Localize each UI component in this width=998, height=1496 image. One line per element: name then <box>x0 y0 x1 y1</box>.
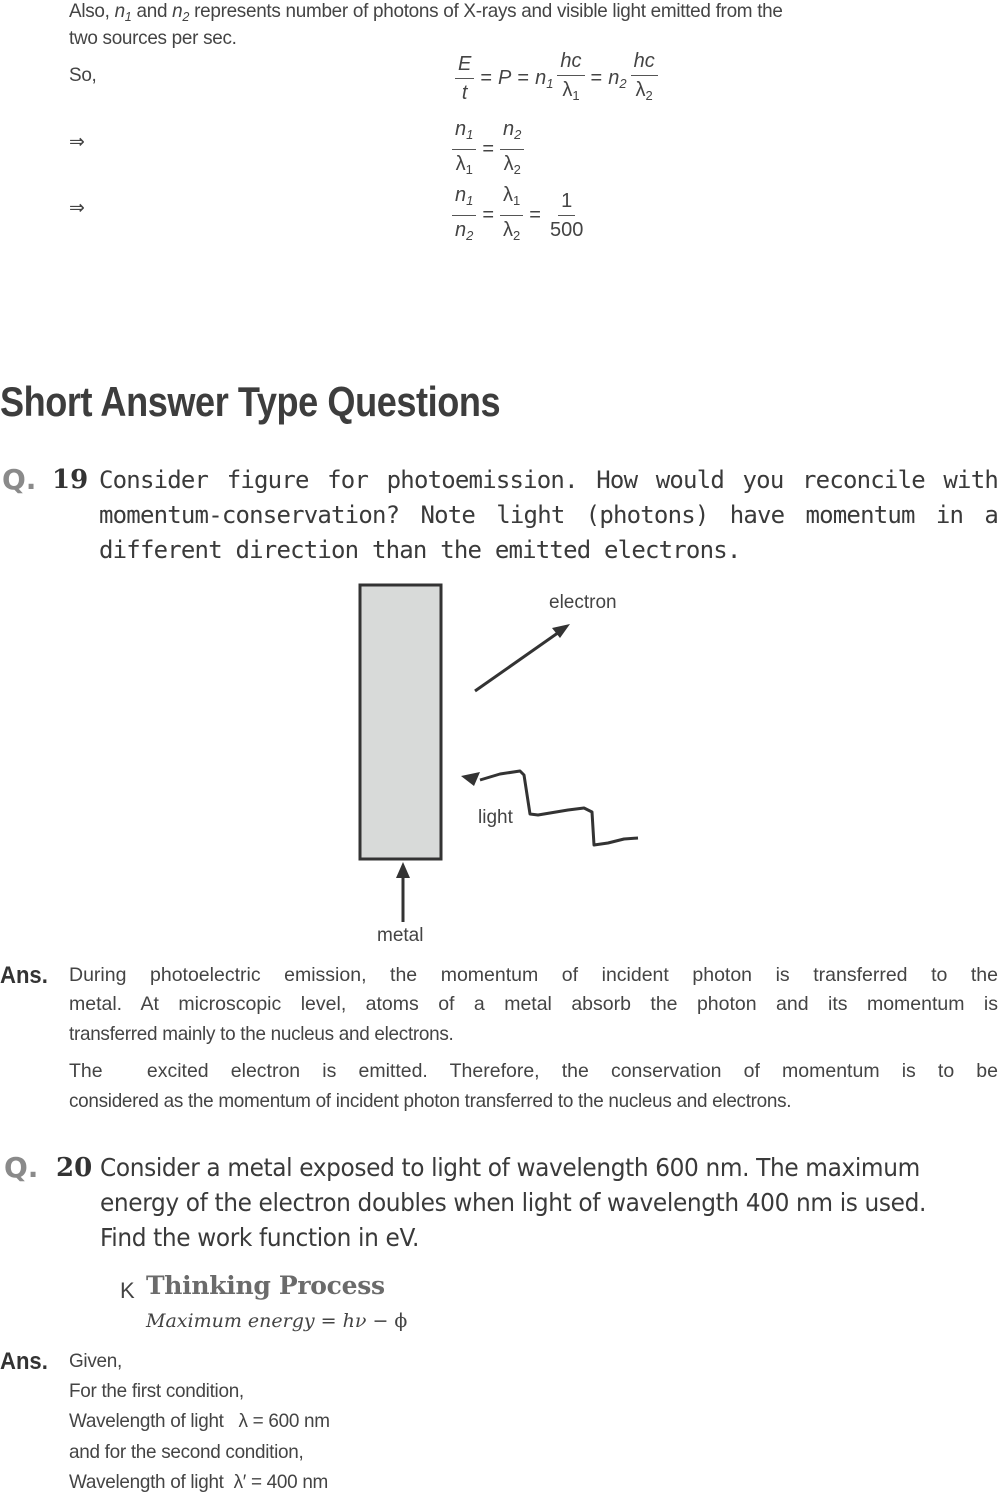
thinking-process-title: Thinking Process <box>146 1271 385 1300</box>
fraction-hc-over-lambda2: $\frac{hc}{\lambda_2}$ <box>631 48 658 109</box>
q20-answer-line-1: Given, <box>69 1350 122 1372</box>
q20-number: 20 <box>56 1153 93 1183</box>
fraction-lambda1-over-lambda2: $\frac{\lambda_1}{\lambda_2}$ <box>500 182 523 249</box>
intro-line-2: two sources per sec. <box>69 27 237 49</box>
q20-line-2: energy of the electron doubles when light of wavelength 400 nm is used. <box>100 1188 926 1217</box>
fraction-hc-over-lambda1: $\frac{hc}{\lambda_1}$ <box>557 48 584 109</box>
q19-q-mark: Q. <box>2 463 37 496</box>
label-light: light <box>478 807 513 828</box>
q19-line-2: momentum-conservation? Note light (photons) have momentum in a <box>99 501 998 529</box>
equation-ratio-1: $\frac{n_1}{\lambda_1}$ = $\frac{n_2}{\lambda_2}$ <box>452 116 524 183</box>
q20-q-mark: Q. <box>4 1151 39 1184</box>
implies-symbol-1: ⇒ <box>69 130 85 153</box>
q19-number: 19 <box>52 465 89 495</box>
q20-answer-line-5: Wavelength of light λ′ = 400 nm <box>69 1471 329 1493</box>
intro-line-1 <box>69 0 998 24</box>
q20-answer-label: Ans. <box>0 1348 48 1375</box>
electron-arrow <box>475 630 562 691</box>
var-n1: $n_1$ <box>114 0 132 24</box>
q19-answer-line-2: metal. At microscopic level, atoms of a metal absorb the photon and its momentum is <box>69 993 998 1015</box>
text-and: and <box>136 0 168 22</box>
q20-line-1: Consider a metal exposed to light of wavelength 600 nm. The maximum <box>100 1153 920 1182</box>
fraction-1-over-500: $\frac{1}{500}$ <box>549 190 584 241</box>
q19-answer-line-1: During photoelectric emission, the momentum of incident photon is transferred to the <box>69 964 998 986</box>
label-metal: metal <box>377 925 424 946</box>
q20-answer-line-3: Wavelength of light λ = 600 nm <box>69 1410 330 1432</box>
q19-answer-line-3: transferred mainly to the nucleus and electrons. <box>69 1023 454 1045</box>
q19-line-1: Consider figure for photoemission. How would you reconcile with <box>99 466 998 494</box>
metal-plate <box>360 585 441 859</box>
fraction-n1-over-lambda1: $\frac{n_1}{\lambda_1}$ <box>452 116 476 183</box>
photoemission-figure <box>340 580 660 950</box>
equation-power: $\frac{E}{t}$ = P = $n_1$ $\frac{hc}{\lambda_1}$ = $n_2$ $\frac{hc}{\lambda_2}$ <box>455 48 658 109</box>
text-represents: represents number of photons of X-rays and visible light emitted from the <box>194 0 783 22</box>
q20-answer-line-4: and for the second condition, <box>69 1441 304 1463</box>
text-also: Also, <box>69 0 110 22</box>
q19-answer-label: Ans. <box>0 962 48 989</box>
fraction-n1-over-n2: $\frac{n_1}{n_2}$ <box>452 182 476 249</box>
section-heading: Short Answer Type Questions <box>0 378 501 425</box>
implies-symbol-2: ⇒ <box>69 196 85 219</box>
q20-line-3: Find the work function in eV. <box>100 1223 420 1252</box>
q19-answer-line-4: The excited electron is emitted. Therefore, the conservation of momentum is to be <box>69 1060 998 1082</box>
metal-arrowhead-icon <box>396 862 410 878</box>
photoemission-diagram <box>340 580 660 950</box>
q19-answer-line-5: considered as the momentum of incident photon transferred to the nucleus and electrons. <box>69 1090 792 1112</box>
thinking-process-bullet-icon: K <box>120 1278 135 1303</box>
light-arrowhead-icon <box>461 772 480 786</box>
q19-line-3: different direction than the emitted electrons. <box>99 536 741 564</box>
thinking-process-formula: Maximum energy = hν − ϕ <box>146 1310 408 1332</box>
var-n2: $n_2$ <box>172 0 190 24</box>
label-electron: electron <box>549 592 617 613</box>
fraction-n2-over-lambda2: $\frac{n_2}{\lambda_2}$ <box>500 116 524 183</box>
q20-answer-line-2: For the first condition, <box>69 1380 244 1402</box>
equation-ratio-2: $\frac{n_1}{n_2}$ = $\frac{\lambda_1}{\lambda_2}$ = $\frac{1}{500}$ <box>452 182 586 249</box>
so-label: So, <box>69 64 97 86</box>
fraction-e-over-t: $\frac{E}{t}$ <box>455 51 474 106</box>
